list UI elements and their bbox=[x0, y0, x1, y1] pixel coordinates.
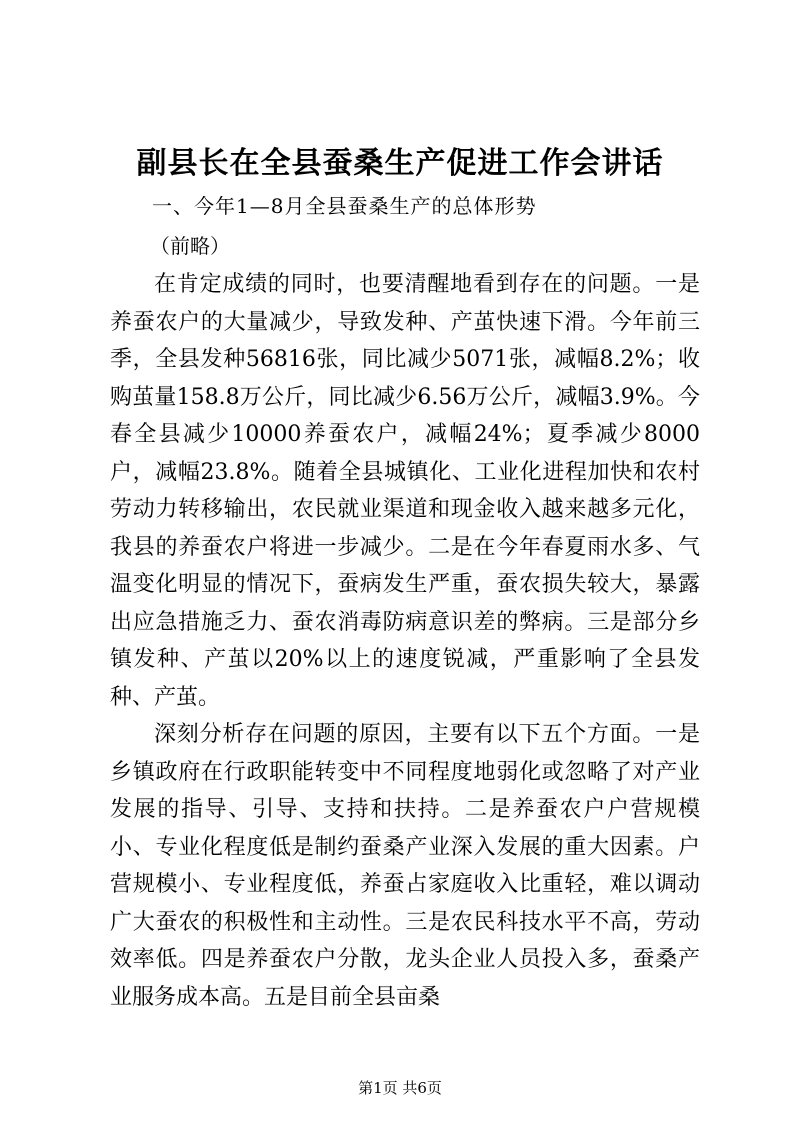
section-heading: 一、今年1—8月全县蚕桑生产的总体形势 bbox=[152, 194, 537, 218]
document-body bbox=[110, 266, 700, 1016]
document-title: 副县长在全县蚕桑生产促进工作会讲话 bbox=[136, 146, 664, 181]
page-footer: 第1页 共6页 bbox=[358, 1079, 442, 1097]
omitted-note: （前略） bbox=[150, 234, 230, 258]
body-paragraph: 深刻分析存在问题的原因，主要有以下五个方面。一是乡镇政府在行政职能转变中不同程度地弱化或忽略了对产业发展的指导、引导、支持和扶持。二是养蚕农户户营规模小、专业化程度低是制约蚕桑产业深入发展的重大因素。户营规模小、专业程度低，养蚕占家庭收入比重轻，难以调动广大蚕农的积极性和主动性。三是农民科技水平不高，劳动效率低。四是养蚕农户分散，龙头企业人员投入多，蚕桑产业服务成本高。五是目前全县亩桑 bbox=[110, 722, 700, 1010]
body-paragraph: 在肯定成绩的同时，也要清醒地看到存在的问题。一是养蚕农户的大量减少，导致发种、产茧快速下滑。今年前三季，全县发种56816张，同比减少5071张，减幅8.2%；收购茧量158.8万公斤，同比减少6.56万公斤，减幅3.9%。今春全县减少10000养蚕农户，减幅24%；夏季减少8000户，减幅23.8%。随着全县城镇化、工业化进程加快和农村劳动力转移输出，农民就业渠道和现金收入越来越多元化，我县的养蚕农户将进一步减少。二是在今年春夏雨水多、气温变化明显的情况下，蚕病发生严重，蚕农损失较大，暴露出应急措施乏力、蚕农消毒防病意识差的弊病。三是部分乡镇发种、产茧以20%以上的速度锐减，严重影响了全县发种、产茧。 bbox=[110, 272, 700, 710]
